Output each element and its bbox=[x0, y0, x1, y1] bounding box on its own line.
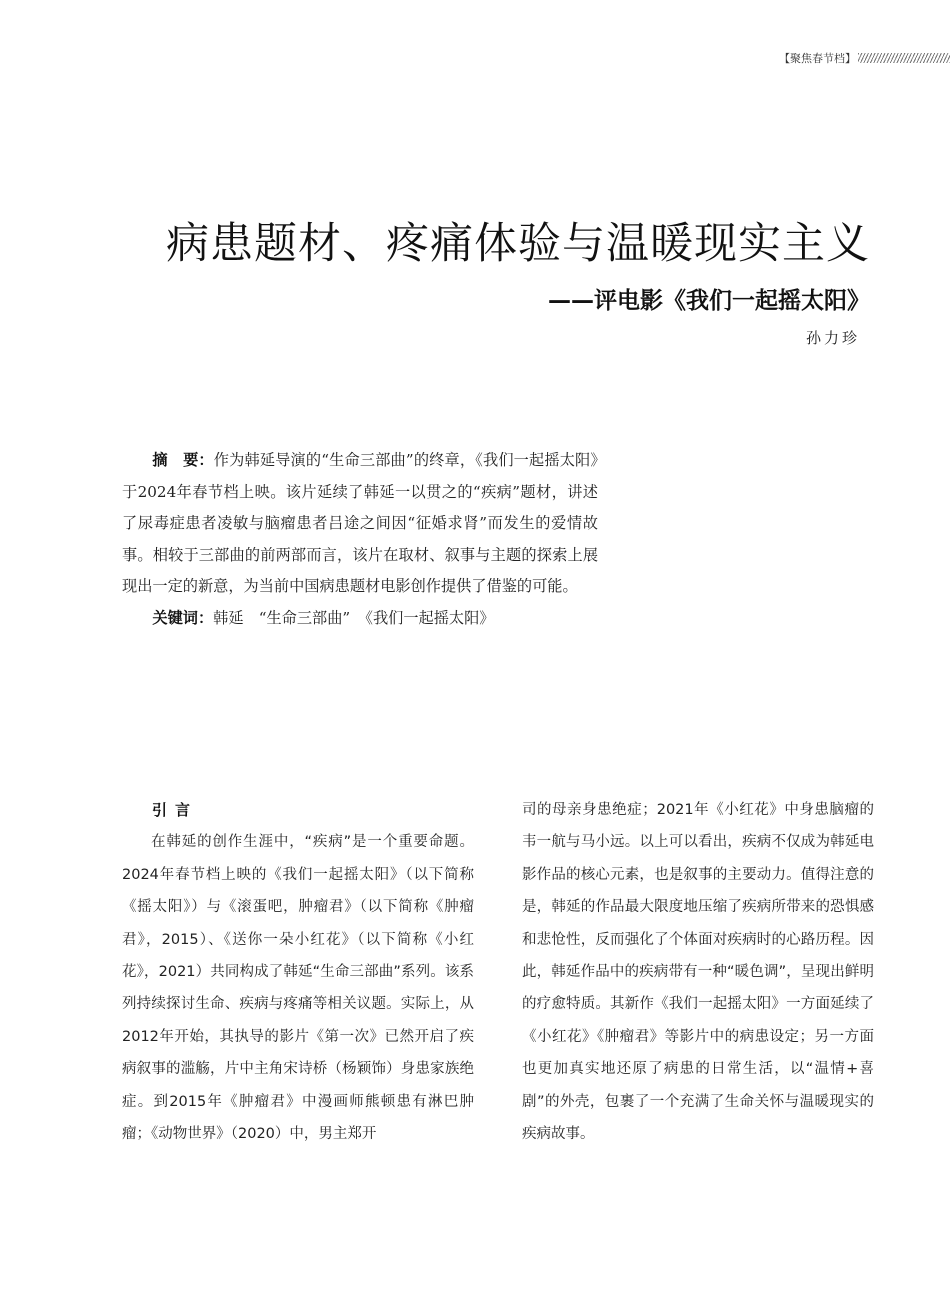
hatch-decoration bbox=[858, 53, 950, 63]
section-tag-label: 【聚焦春节档】 bbox=[779, 52, 856, 65]
section-heading: 引言 bbox=[152, 801, 199, 819]
body-column-left bbox=[122, 794, 474, 1150]
abstract-block bbox=[122, 445, 598, 634]
body-paragraph-right: 司的母亲身患绝症；2021年《小红花》中身患脑瘤的韦一航与马小远。以上可以看出，疾病不仅成为韩延电影作品的核心元素，也是叙事的主要动力。值得注意的是，韩延的作品最大限度地压缩了疾病所带来的恐惧感和悲怆性，反而强化了个体面对疾病时的心路历程。因此，韩延作品中的疾病带有一种“暖色调”，呈现出鲜明的疗愈特质。其新作《我们一起摇太阳》一方面延续了《小红花》《肿瘤君》等影片中的病患设定；另一方面也更加真实地还原了病患的日常生活，以“温情+喜剧”的外壳，包裹了一个充满了生命关怀与温暖现实的疾病故事。 bbox=[522, 802, 874, 1143]
keywords-label: 关键词： bbox=[152, 608, 214, 627]
abstract-label: 摘 要： bbox=[152, 451, 214, 469]
keywords-text: 韩延 “生命三部曲” 《我们一起摇太阳》 bbox=[213, 608, 495, 627]
article-title: 病患题材、疼痛体验与温暖现实主义 bbox=[166, 219, 870, 269]
abstract-text: 作为韩延导演的“生命三部曲”的终章，《我们一起摇太阳》于2024年春节档上映。该片延续了韩延一以贯之的“疾病”题材，讲述了尿毒症患者凌敏与脑瘤患者吕途之间因“征婚求肾”而发生的爱情故事。相较于三部曲的前两部而言，该片在取材、叙事与主题的探索上展现出一定的新意，为当前中国病患题材电影创作提供了借鉴的可能。 bbox=[122, 451, 598, 595]
article-author: 孙力珍 bbox=[805, 329, 860, 347]
body-paragraph-left: 在韩延的创作生涯中，“疾病”是一个重要命题。2024年春节档上映的《我们一起摇太阳》（以下简称《摇太阳》）与《滚蛋吧，肿瘤君》（以下简称《肿瘤君》，2015）、《送你一朵小红花》（以下简称《小红花》，2021）共同构成了韩延“生命三部曲”系列。该系列持续探讨生命、疾病与疼痛等相关议题。实际上，从2012年开始，其执导的影片《第一次》已然开启了疾病叙事的滥觞，片中主角宋诗桥（杨颖饰）身患家族绝症。到2015年《肿瘤君》中漫画师熊顿患有淋巴肿瘤；《动物世界》（2020）中，男主郑开 bbox=[122, 834, 474, 1143]
body-column-right bbox=[522, 794, 874, 1150]
article-subtitle: ——评电影《我们一起摇太阳》 bbox=[548, 288, 870, 314]
abstract-paragraph bbox=[122, 445, 598, 603]
section-tag bbox=[779, 50, 950, 66]
keywords-line bbox=[122, 603, 598, 635]
